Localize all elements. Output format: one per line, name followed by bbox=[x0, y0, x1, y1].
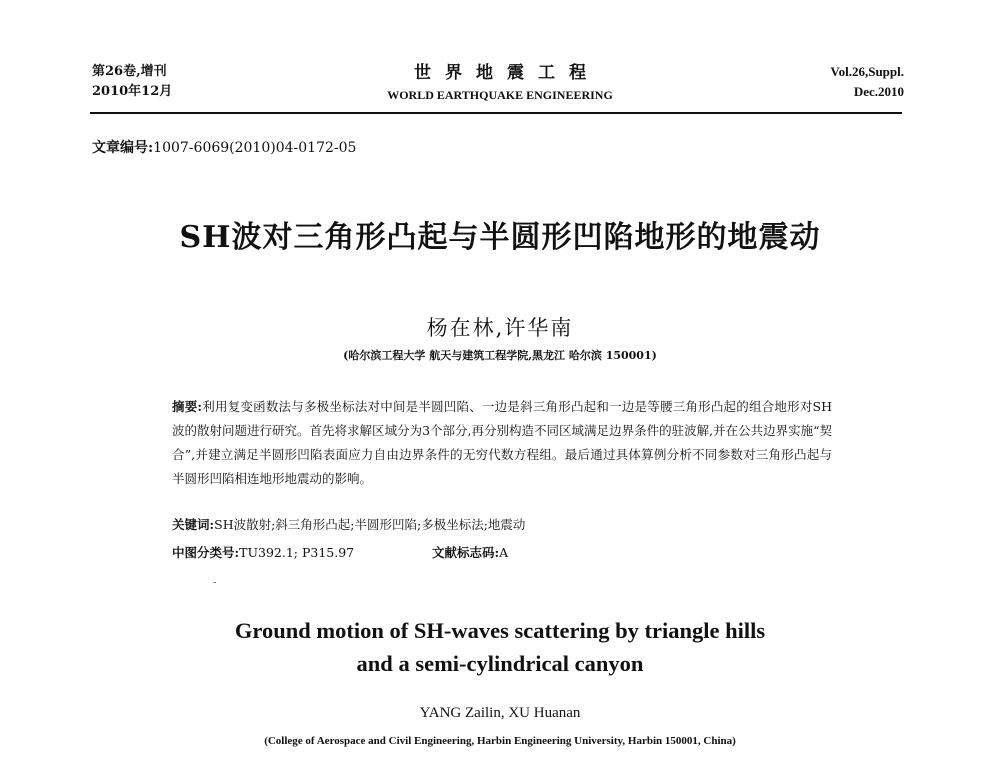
title-cn: SH波对三角形凸起与半圆形凹陷地形的地震动 bbox=[179, 220, 821, 255]
abstract-label: 摘要: bbox=[172, 399, 203, 414]
classification-value: TU392.1; P315.97 bbox=[239, 545, 355, 560]
article-number bbox=[92, 137, 356, 157]
affiliation-cn: (哈尔滨工程大学 航天与建筑工程学院,黑龙江 哈尔滨 150001) bbox=[343, 349, 657, 362]
abstract-text: 利用复变函数法与多极坐标法对中间是半圆凹陷、一边是斜三角形凸起和一边是等腰三角形凸起的组合地形对SH波的散射问题进行研究。首先将求解区域分为3个部分,再分别构造不同区域满足边界条件的驻波解,并在公共边界实施“契合”,并建立满足半圆形凹陷表面应力自由边界条件的无穷代数方程组。最后通过具体算例分析不同参数对三角形凸起与半圆形凹陷相连地形地震动的影响。 bbox=[172, 399, 832, 486]
volume-cn: 第26卷,增刊 bbox=[92, 64, 167, 79]
authors-en: YANG Zailin, XU Huanan bbox=[419, 705, 581, 721]
scan-speck bbox=[213, 582, 216, 583]
classification-number bbox=[172, 543, 354, 561]
title-en-line2: and a semi-cylindrical canyon bbox=[356, 651, 644, 676]
keywords bbox=[172, 515, 525, 533]
journal-name-en: WORLD EARTHQUAKE ENGINEERING bbox=[387, 88, 613, 102]
title-en-line1: Ground motion of SH-waves scattering by triangle hills bbox=[234, 618, 766, 643]
journal-name-cn: 世界地震工程 bbox=[414, 63, 600, 83]
volume-en: Vol.26,Suppl. bbox=[830, 64, 904, 79]
document-code-value: A bbox=[499, 545, 509, 560]
journal-issue-en bbox=[830, 62, 904, 102]
affiliation-en: (College of Aerospace and Civil Engineering, Harbin Engineering University, Harbin 150001, China) bbox=[264, 735, 736, 747]
date-en: Dec.2010 bbox=[853, 84, 904, 99]
authors-cn: 杨在林,许华南 bbox=[426, 316, 574, 340]
keywords-text: SH波散射;斜三角形凸起;半圆形凹陷;多极坐标法;地震动 bbox=[214, 517, 526, 532]
article-number-value: 1007-6069(2010)04-0172-05 bbox=[153, 140, 357, 156]
abstract bbox=[172, 395, 832, 491]
classification-label: 中图分类号: bbox=[172, 545, 240, 560]
header-rule bbox=[90, 112, 902, 114]
title-en bbox=[0, 614, 1000, 680]
article-number-label: 文章编号: bbox=[92, 140, 154, 156]
date-cn: 2010年12月 bbox=[92, 84, 173, 99]
document-code-label: 文献标志码: bbox=[432, 545, 500, 560]
document-code bbox=[432, 543, 508, 561]
keywords-label: 关键词: bbox=[172, 517, 215, 532]
